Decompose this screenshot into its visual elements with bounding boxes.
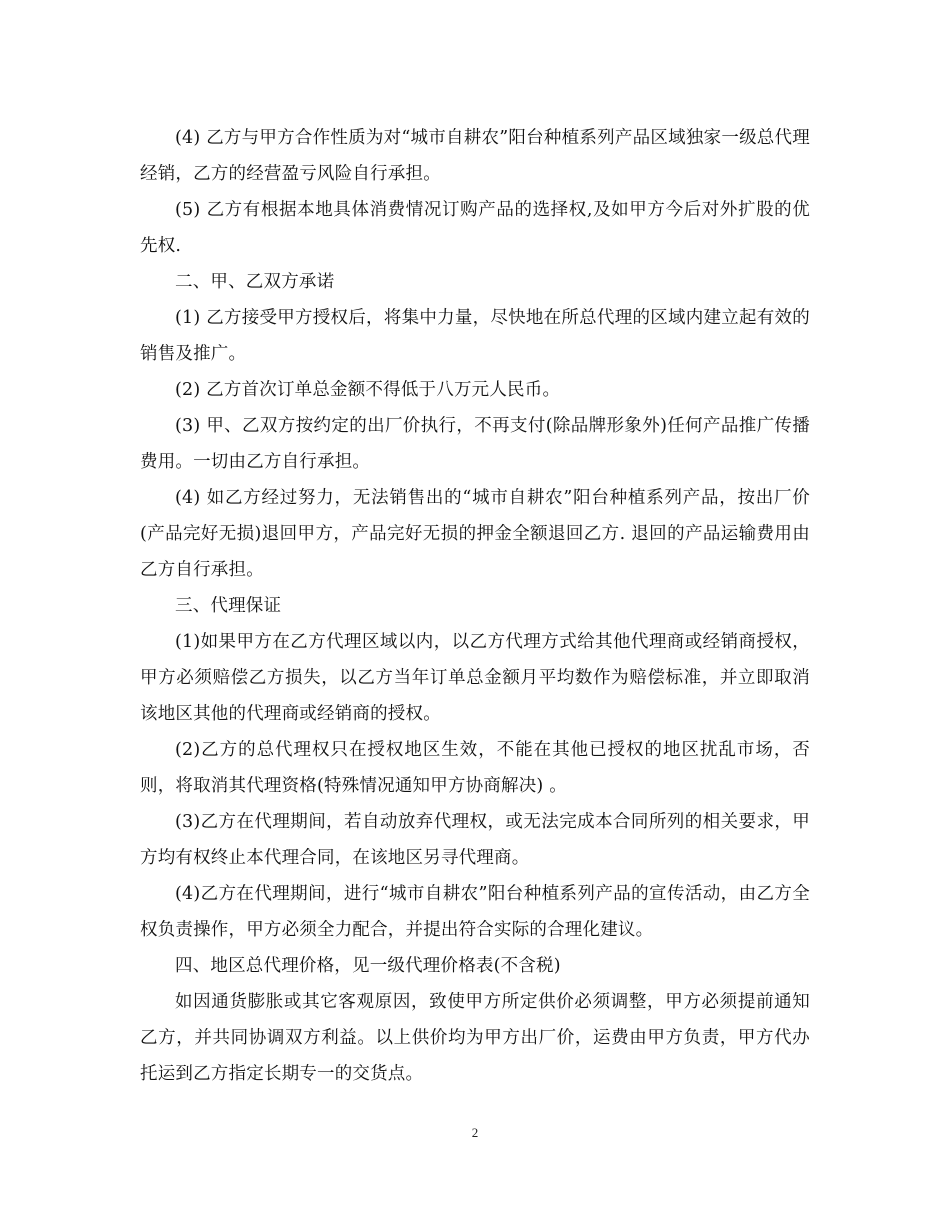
paragraph-agency-nature: (4) 乙方与甲方合作性质为对“城市自耕农”阳台种植系列产品区域独家一级总代理经销，乙方的经营盈亏风险自行承担。 — [140, 128, 810, 184]
paragraph-guarantee-4: (4)乙方在代理期间，进行“城市自耕农”阳台种植系列产品的宣传活动，由乙方全权负责操作，甲方必须全力配合，并提出符合实际的合理化建议。 — [140, 884, 810, 940]
paragraph-pricing-adjustment: 如因通货膨胀或其它客观原因，致使甲方所定供价必须调整，甲方必须提前通知乙方，并共同协调双方利益。以上供价均为甲方出厂价，运费由甲方负责，甲方代办托运到乙方指定长期专一的交货点。 — [140, 992, 810, 1084]
section-heading-commitments: 二、甲、乙双方承诺 — [175, 272, 335, 292]
page-number: 2 — [471, 1125, 479, 1140]
document-body — [140, 120, 810, 1092]
paragraph-guarantee-3: (3)乙方在代理期间，若自动放弃代理权，或无法完成本合同所列的相关要求，甲方均有权终止本代理合同，在该地区另寻代理商。 — [140, 812, 810, 868]
paragraph-guarantee-2: (2)乙方的总代理权只在授权地区生效，不能在其他已授权的地区扰乱市场，否则，将取消其代理资格(特殊情况通知甲方协商解决) 。 — [140, 740, 810, 796]
paragraph-commitment-2: (2) 乙方首次订单总金额不得低于八万元人民币。 — [175, 380, 561, 400]
paragraph-commitment-3: (3) 甲、乙双方按约定的出厂价执行，不再支付(除品牌形象外)任何产品推广传播费用。一切由乙方自行承担。 — [140, 416, 810, 472]
paragraph-commitment-1: (1) 乙方接受甲方授权后，将集中力量，尽快地在所总代理的区域内建立起有效的销售及推广。 — [140, 308, 810, 364]
section-heading-agency-guarantee: 三、代理保证 — [175, 596, 282, 616]
paragraph-commitment-4: (4) 如乙方经过努力，无法销售出的“城市自耕农”阳台种植系列产品，按出厂价(产品完好无损)退回甲方，产品完好无损的押金全额退回乙方. 退回的产品运输费用由乙方自行承担。 — [140, 488, 810, 580]
paragraph-guarantee-1: (1)如果甲方在乙方代理区域以内，以乙方代理方式给其他代理商或经销商授权，甲方必须赔偿乙方损失，以乙方当年订单总金额月平均数作为赔偿标准，并立即取消该地区其他的代理商或经销商的授权。 — [140, 632, 810, 724]
paragraph-purchase-right: (5) 乙方有根据本地具体消费情况订购产品的选择权,及如甲方今后对外扩股的优先权. — [140, 200, 810, 256]
section-heading-pricing: 四、地区总代理价格，见一级代理价格表(不含税) — [175, 956, 561, 976]
